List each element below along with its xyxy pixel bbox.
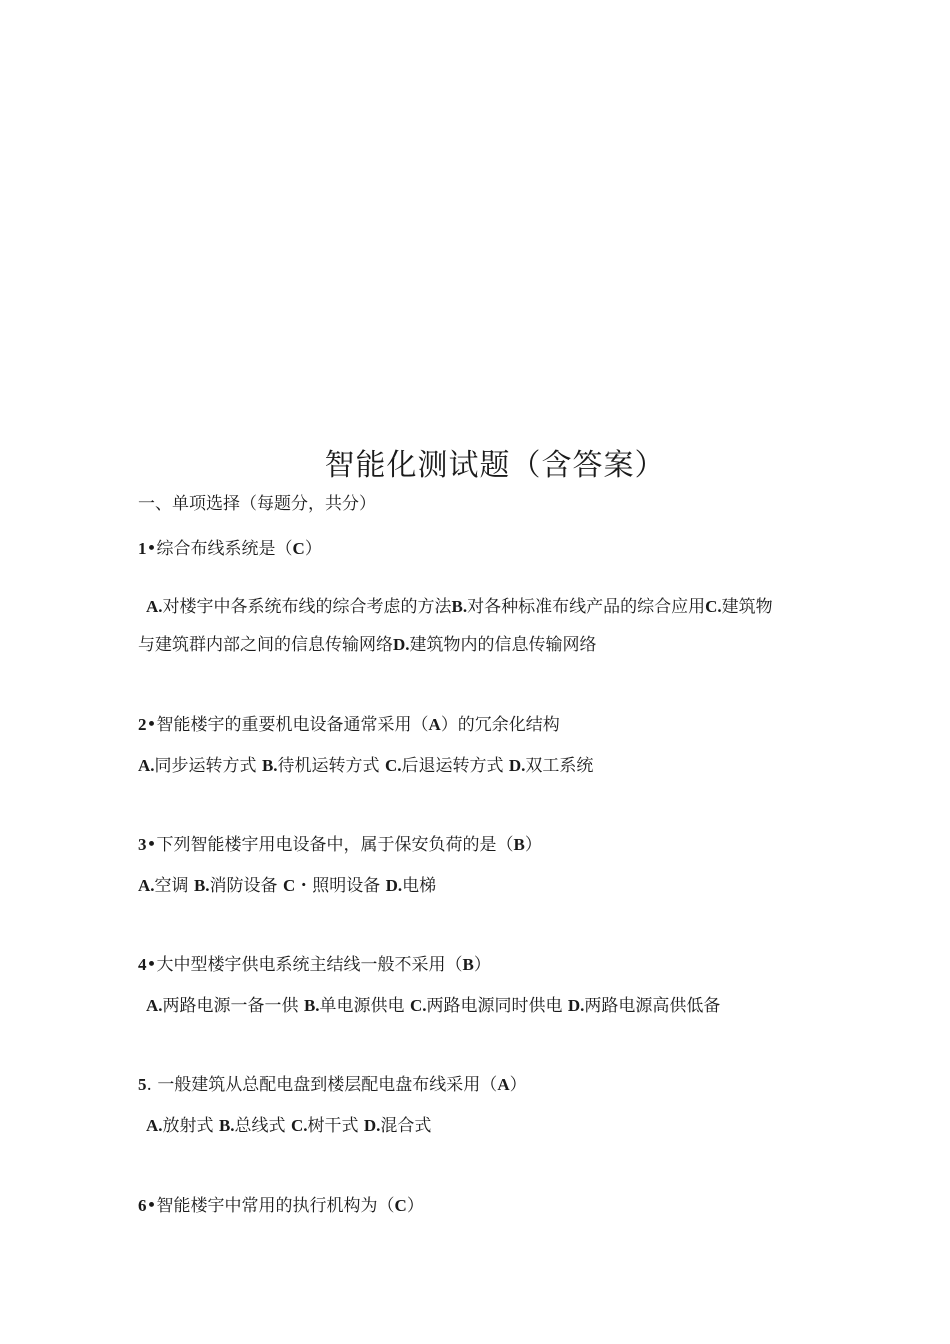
question-close: ） [524, 835, 542, 855]
question-text: 一般建筑从总配电盘到楼层配电盘布线采用（ [157, 1075, 498, 1095]
option-d-label: D. [385, 876, 403, 895]
option-c-label: C. [384, 756, 402, 775]
option-a-text: 同步运转方式 [154, 756, 257, 776]
option-d-text: 建筑物内的信息传输网络 [409, 635, 597, 655]
question-1-stem [138, 540, 322, 558]
section-heading: 一、单项选择（每题分，共分） [138, 494, 376, 514]
option-b-label: B. [218, 1116, 235, 1135]
answer-letter: B [462, 955, 474, 974]
question-2-options [138, 757, 593, 775]
option-b-text: 待机运转方式 [277, 756, 380, 776]
option-d-label: D. [567, 996, 585, 1015]
question-close: ） [304, 539, 322, 559]
question-5-stem [138, 1076, 527, 1094]
option-d-text: 电梯 [402, 876, 437, 896]
question-4-stem [138, 956, 491, 974]
question-4-options [146, 997, 720, 1015]
option-c-text: 两路电源同时供电 [426, 996, 563, 1016]
option-a-text: 放射式 [162, 1116, 214, 1136]
question-separator: • [146, 715, 157, 735]
option-b-text: 单电源供电 [319, 996, 405, 1016]
option-b-label: B. [303, 996, 320, 1015]
option-a-label: A. [146, 996, 163, 1015]
option-b-text: 消防设备 [209, 876, 278, 896]
answer-letter: A [497, 1075, 510, 1094]
question-number: 1 [138, 539, 147, 558]
document-title: 智能化测试题（含答案） [324, 448, 666, 483]
option-a-text: 两路电源一备一供 [162, 996, 299, 1016]
question-separator: • [146, 835, 157, 855]
question-close: ） [473, 955, 491, 975]
option-d-label: D. [393, 635, 410, 654]
question-number: 6 [138, 1196, 147, 1215]
option-c-text: 建筑物 [721, 597, 773, 617]
option-c-label: C. [290, 1116, 308, 1135]
question-separator: • [146, 955, 157, 975]
option-b-text: 总线式 [234, 1116, 286, 1136]
option-a-label: A. [146, 597, 163, 616]
question-3-options [138, 877, 436, 895]
question-separator: . [146, 1075, 158, 1095]
option-d-text: 两路电源高供低备 [584, 996, 721, 1016]
option-a-label: A. [138, 756, 155, 775]
answer-letter: A [428, 715, 441, 734]
option-c-text: 树干式 [307, 1116, 359, 1136]
option-c-text: 后退运转方式 [401, 756, 504, 776]
option-a-text: 空调 [154, 876, 189, 896]
question-number: 3 [138, 835, 147, 854]
option-c-label: C. [705, 597, 722, 616]
question-number: 4 [138, 955, 147, 974]
question-text: 大中型楼宇供电系统主结线一般不采用（ [156, 955, 463, 975]
question-separator: • [146, 539, 157, 559]
question-1-options-line-2 [138, 636, 597, 654]
answer-letter: C [394, 1196, 407, 1215]
option-d-label: D. [508, 756, 526, 775]
question-6-stem [138, 1197, 424, 1215]
option-a-label: A. [146, 1116, 163, 1135]
question-number: 2 [138, 715, 147, 734]
question-3-stem [138, 836, 542, 854]
question-2-stem [138, 716, 560, 734]
question-text: 综合布线系统是（ [156, 539, 293, 559]
question-close: ） [406, 1196, 424, 1216]
question-close: ） [509, 1075, 527, 1095]
option-c-text-continued: 与建筑群内部之间的信息传输网络 [138, 635, 393, 655]
question-5-options [146, 1117, 431, 1135]
question-text-continued: ）的冗余化结构 [440, 715, 560, 735]
option-c-text: ・照明设备 [295, 876, 381, 896]
option-d-label: D. [363, 1116, 381, 1135]
question-number: 5 [138, 1075, 147, 1094]
option-d-text: 混合式 [380, 1116, 432, 1136]
option-d-text: 双工系统 [525, 756, 594, 776]
question-text: 智能楼宇中常用的执行机构为（ [156, 1196, 395, 1216]
option-a-label: A. [138, 876, 155, 895]
option-c-label: C. [409, 996, 427, 1015]
question-text: 下列智能楼宇用电设备中，属于保安负荷的是（ [156, 835, 514, 855]
question-separator: • [146, 1196, 157, 1216]
option-b-text: 对各种标准布线产品的综合应用 [467, 597, 706, 617]
option-c-label: C [282, 876, 296, 895]
option-b-label: B. [193, 876, 210, 895]
option-a-text: 对楼宇中各系统布线的综合考虑的方法 [162, 597, 452, 617]
question-text: 智能楼宇的重要机电设备通常采用（ [156, 715, 429, 735]
question-1-options-line-1 [146, 598, 773, 616]
answer-letter: C [292, 539, 305, 558]
option-b-label: B. [451, 597, 468, 616]
option-b-label: B. [261, 756, 278, 775]
answer-letter: B [513, 835, 525, 854]
